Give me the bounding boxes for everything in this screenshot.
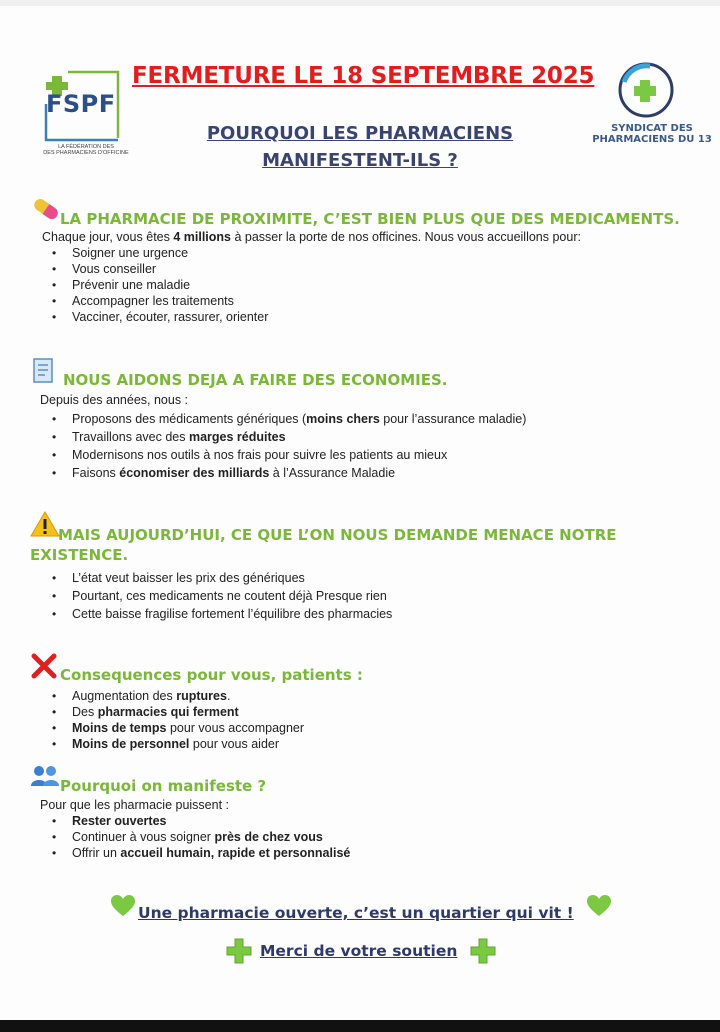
pill-icon [30,196,62,222]
red-cross-mark-icon [30,653,58,679]
page-title: POURQUOI LES PHARMACIENS MANIFESTENT-ILS ? [206,123,514,171]
top-border [0,0,720,6]
list-item: • Moins de temps pour vous accompagner [50,720,304,736]
bottom-bar [0,1020,720,1032]
list-item: • Prévenir une maladie [50,277,268,293]
list-item: • Travaillons avec des marges réduites [50,428,526,446]
section1-heading: LA PHARMACIE DE PROXIMITE, C’EST BIEN PLUS QUE DES MEDICAMENTS. [60,210,680,228]
green-heart-icon [110,894,136,918]
section3-list [50,569,392,623]
section4-list [50,688,304,752]
green-cross-icon [470,938,496,964]
section2-heading: NOUS AIDONS DEJA A FAIRE DES ECONOMIES. [63,371,448,389]
fspf-subtitle: LA FÉDÉRATION DES DES PHARMACIENS D'OFFICINE [43,144,129,156]
list-item: • Vacciner, écouter, rassurer, orienter [50,309,268,325]
people-icon [30,765,60,787]
list-item: • Soigner une urgence [50,245,268,261]
receipt-icon [32,358,56,384]
slogan: Une pharmacie ouverte, c’est un quartier qui vit ! [138,904,574,922]
green-cross-icon [226,938,252,964]
list-item: • Proposons des médicaments génériques (moins chers pour l’assurance maladie) [50,410,526,428]
list-item: • Augmentation des ruptures. [50,688,304,704]
closing-notice: FERMETURE LE 18 SEPTEMBRE 2025 [132,63,595,89]
fspf-logo-text: FSPF [46,90,116,118]
list-item: • Accompagner les traitements [50,293,268,309]
section5-intro: Pour que les pharmacie puissent : [40,798,229,812]
section1-list [50,245,268,325]
list-item: • Des pharmacies qui ferment [50,704,304,720]
list-item: • Moins de personnel pour vous aider [50,736,304,752]
list-item: • Continuer à vous soigner près de chez vous [50,829,350,845]
list-item: • Offrir un accueil humain, rapide et personnalisé [50,845,350,861]
list-item: • Pourtant, ces medicaments ne coutent déjà Presque rien [50,587,392,605]
section1-intro: Chaque jour, vous êtes 4 millions à passer la porte de nos officines. Nous vous accueillons pour: [42,230,581,244]
section4-heading: Consequences pour vous, patients : [60,666,363,684]
list-item: • Vous conseiller [50,261,268,277]
section2-intro: Depuis des années, nous : [40,393,189,407]
section5-list [50,813,350,861]
thanks-message: Merci de votre soutien [260,942,458,960]
section3-heading-cont: EXISTENCE. [30,546,129,564]
section2-list [50,410,526,482]
green-heart-icon [586,894,612,918]
list-item: • Cette baisse fragilise fortement l’équilibre des pharmacies [50,605,392,623]
list-item: • Rester ouvertes [50,813,350,829]
list-item: • Faisons économiser des milliards à l’Assurance Maladie [50,464,526,482]
syndicat-name: SYNDICAT DES PHARMACIENS DU 13 [592,123,712,145]
section3-heading: MAIS AUJOURD’HUI, CE QUE L’ON NOUS DEMANDE MENACE NOTRE [58,526,617,544]
list-item: • Modernisons nos outils à nos frais pour suivre les patients au mieux [50,446,526,464]
syndicat-logo [610,60,678,120]
section5-heading: Pourquoi on manifeste ? [60,777,267,795]
list-item: • L’état veut baisser les prix des génériques [50,569,392,587]
warning-icon [30,510,60,538]
